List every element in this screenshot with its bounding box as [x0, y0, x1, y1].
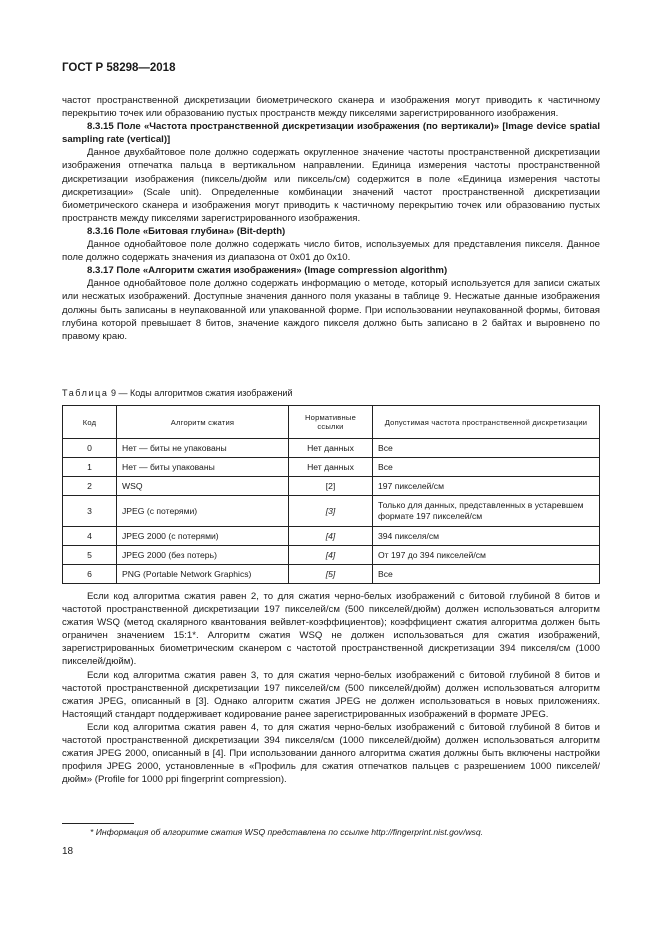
- section-heading-8-3-17: 8.3.17 Поле «Алгоритм сжатия изображения» (Image compression algorithm): [87, 265, 448, 277]
- cell-reference: [2]: [289, 477, 373, 496]
- cell-code: 0: [63, 439, 117, 458]
- paragraph-jpeg: Если код алгоритма сжатия равен 3, то для сжатия черно-белых изображений с битовой глубиной 8 битов и частотой пространственной дискретизации 197 пикселей/см (500 пикселей/дюйм) должен использоваться алгоритм сжатия JPEG, описанный в [3]. Однако алгоритм сжатия JPEG не должен использоваться в новых приложениях. Настоящий стандарт поддерживает кодирование ранее зарегистрированных изображений в формате JPEG.: [62, 669, 600, 720]
- footnote: * Информация об алгоритме сжатия WSQ представлена по ссылке http://fingerprint.nist.gov/wsq.: [90, 827, 484, 837]
- header-code: Код: [63, 406, 117, 439]
- cell-reference: Нет данных: [289, 458, 373, 477]
- table-caption: [62, 388, 292, 398]
- paragraph-jpeg2000: Если код алгоритма сжатия равен 4, то для сжатия черно-белых изображений с битовой глубиной 8 битов и частотой пространственной дискретизации 394 пикселя/см (1000 пикселей/дюйм) должен использоваться алгоритм сжатия JPEG 2000, описанный в [4]. При использовании данного алгоритма сжатия должны быть включены настройки профиля JPEG 2000, установленные в «Профиль для сжатия отпечатков пальцев с разрешением 1000 пикселей/дюйм» (Profile for 1000 ppi fingerprint compression).: [62, 721, 600, 786]
- cell-rate: 394 пикселя/см: [373, 527, 600, 546]
- body-text-top: [62, 94, 600, 343]
- header-sampling-rate: Допустимая частота пространственной дискретизации: [373, 406, 600, 439]
- section-heading-8-3-15: 8.3.15 Поле «Частота пространственной дискретизации изображения (по вертикали)» [Image device spatial sampling rate (vertical)]: [62, 121, 600, 146]
- cell-algorithm: JPEG (с потерями): [117, 496, 289, 527]
- paragraph-wsq: Если код алгоритма сжатия равен 2, то для сжатия черно-белых изображений с битовой глубиной 8 битов и частотой пространственной дискретизации 197 пикселей/см (500 пикселей/дюйм) должен использоваться алгоритм сжатия WSQ (метод скалярного квантования вейвлет-коэффициентов); коэффициент сжатия алгоритма должен быть ограничен значением 15:1*. Алгоритм сжатия WSQ не должен использоваться для сжатия изображений, зарегистрированных биометрическим сканером с частотой пространственной дискретизации 394 пикселя/см (1000 пикселей/дюйм).: [62, 591, 600, 668]
- cell-reference: [4]: [289, 527, 373, 546]
- cell-reference: Нет данных: [289, 439, 373, 458]
- page-number: 18: [62, 846, 74, 857]
- cell-algorithm: WSQ: [117, 477, 289, 496]
- table-row: [63, 439, 600, 458]
- cell-reference: [4]: [289, 546, 373, 565]
- table-row: [63, 477, 600, 496]
- document-header: ГОСТ Р 58298—2018: [62, 62, 176, 74]
- footnote-divider: [62, 823, 134, 824]
- cell-code: 4: [63, 527, 117, 546]
- header-algorithm: Алгоритм сжатия: [117, 406, 289, 439]
- paragraph-continuation: частот пространственной дискретизации биометрического сканера и изображения могут приводить к частичному перекрытию точек или образованию пустых пространств между пикселями зарегистрированного изображения.: [62, 95, 600, 120]
- cell-rate: Все: [373, 565, 600, 584]
- cell-reference: [5]: [289, 565, 373, 584]
- header-references: Нормативные ссылки: [289, 406, 373, 439]
- table-row: [63, 458, 600, 477]
- section-text-8-3-17: Данное однобайтовое поле должно содержать информацию о методе, который используется для записи сжатых или несжатых изображений. Доступные значения данного поля указаны в таблице 9. Несжатые данные изображения должны быть записаны в неупакованной или упакованной форме. При использовании неупакованной формы, битовая глубина которой превышает 8 битов, значение каждого пикселя должно быть записано в 2 байтах и выровнено по правому краю.: [62, 278, 600, 342]
- cell-algorithm: JPEG 2000 (с потерями): [117, 527, 289, 546]
- cell-rate: Все: [373, 439, 600, 458]
- cell-algorithm: PNG (Portable Network Graphics): [117, 565, 289, 584]
- cell-code: 5: [63, 546, 117, 565]
- table-row: [63, 546, 600, 565]
- section-heading-8-3-16: 8.3.16 Поле «Битовая глубина» (Bit-depth): [87, 225, 286, 237]
- cell-rate: Только для данных, представленных в устаревшем формате 197 пикселей/см: [373, 496, 600, 527]
- section-text-8-3-15: Данное двухбайтовое поле должно содержать округленное значение частоты пространственной дискретизации изображения отпечатка пальца в вертикальном направлении. Единица измерения частоты пространственной дискретизации изображения (пиксель/дюйм или пиксель/см) содержится в поле «Единица измерения частоты дискретизации» (Scale unit). Определенные комбинации значений частот пространственной дискретизации биометрического сканера и изображения могут приводить к частичному перекрытию точек или образованию пустых пространств между пикселями зарегистрированного изображения.: [62, 147, 600, 224]
- cell-algorithm: JPEG 2000 (без потерь): [117, 546, 289, 565]
- table-caption-title: 9 — Коды алгоритмов сжатия изображений: [108, 388, 293, 398]
- section-text-8-3-16: Данное однобайтовое поле должно содержать число битов, используемых для представления пикселя. Данное поле должно содержать значения из диапазона от 0x01 до 0x10.: [62, 239, 600, 264]
- cell-algorithm: Нет — биты не упакованы: [117, 439, 289, 458]
- compression-codes-table: [62, 405, 600, 584]
- cell-code: 3: [63, 496, 117, 527]
- cell-code: 6: [63, 565, 117, 584]
- cell-rate: 197 пикселей/см: [373, 477, 600, 496]
- table-row: [63, 565, 600, 584]
- body-text-bottom: [62, 590, 600, 786]
- cell-code: 1: [63, 458, 117, 477]
- table-row: [63, 527, 600, 546]
- cell-rate: Все: [373, 458, 600, 477]
- cell-rate: От 197 до 394 пикселей/см: [373, 546, 600, 565]
- table-header-row: [63, 406, 600, 439]
- cell-algorithm: Нет — биты упакованы: [117, 458, 289, 477]
- cell-code: 2: [63, 477, 117, 496]
- cell-reference: [3]: [289, 496, 373, 527]
- table-caption-label: Таблица: [62, 388, 109, 398]
- table-row: [63, 496, 600, 527]
